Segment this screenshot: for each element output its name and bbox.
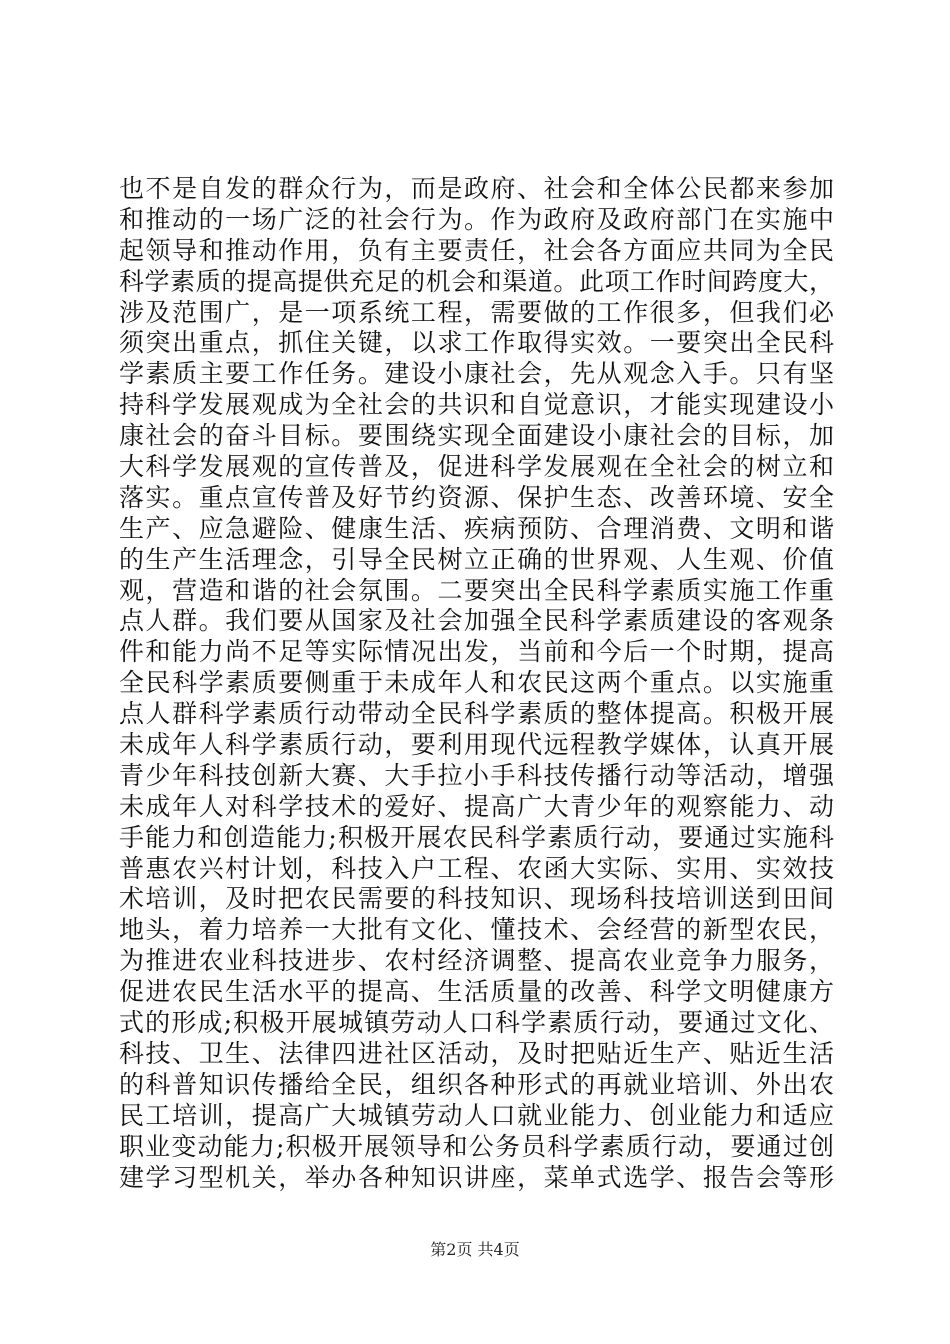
- text-line: 普惠农兴村计划，科技入户工程、农函大实际、实用、实效技: [119, 853, 834, 883]
- text-line: 未成年人科学素质行动，要利用现代远程教学媒体，认真开展: [119, 730, 834, 760]
- text-line: 青少年科技创新大赛、大手拉小手科技传播行动等活动，增强: [119, 760, 834, 790]
- text-line: 康社会的奋斗目标。要围绕实现全面建设小康社会的目标，加: [119, 421, 834, 451]
- text-line: 点人群科学素质行动带动全民科学素质的整体提高。积极开展: [119, 699, 834, 729]
- body-paragraph: [119, 174, 834, 1193]
- text-line: 科技、卫生、法律四进社区活动，及时把贴近生产、贴近生活: [119, 1038, 834, 1068]
- text-line: 须突出重点，抓住关键，以求工作取得实效。一要突出全民科: [119, 328, 834, 358]
- text-line: 全民科学素质要侧重于未成年人和农民这两个重点。以实施重: [119, 668, 834, 698]
- text-line: 术培训，及时把农民需要的科技知识、现场科技培训送到田间: [119, 884, 834, 914]
- text-line: 学素质主要工作任务。建设小康社会，先从观念入手。只有坚: [119, 359, 834, 389]
- text-line: 地头，着力培养一大批有文化、懂技术、会经营的新型农民，: [119, 915, 834, 945]
- text-line: 的科普知识传播给全民，组织各种形式的再就业培训、外出农: [119, 1069, 834, 1099]
- text-line: 件和能力尚不足等实际情况出发，当前和今后一个时期，提高: [119, 637, 834, 667]
- text-line: 观，营造和谐的社会氛围。二要突出全民科学素质实施工作重: [119, 575, 834, 605]
- text-line: 涉及范围广，是一项系统工程，需要做的工作很多，但我们必: [119, 297, 834, 327]
- text-line: 的生产生活理念，引导全民树立正确的世界观、人生观、价值: [119, 544, 834, 574]
- page-number-footer: 第2页 共4页: [430, 1240, 520, 1259]
- text-line: 为推进农业科技进步、农村经济调整、提高农业竞争力服务，: [119, 946, 834, 976]
- text-line: 民工培训，提高广大城镇劳动人口就业能力、创业能力和适应: [119, 1100, 834, 1130]
- text-line: 生产、应急避险、健康生活、疾病预防、合理消费、文明和谐: [119, 513, 834, 543]
- text-line: 促进农民生活水平的提高、生活质量的改善、科学文明健康方: [119, 977, 834, 1007]
- text-line: 职业变动能力;积极开展领导和公务员科学素质行动，要通过创: [119, 1131, 834, 1161]
- text-line: 落实。重点宣传普及好节约资源、保护生态、改善环境、安全: [119, 482, 834, 512]
- text-line: 未成年人对科学技术的爱好、提高广大青少年的观察能力、动: [119, 791, 834, 821]
- text-line: 点人群。我们要从国家及社会加强全民科学素质建设的客观条: [119, 606, 834, 636]
- text-line: 也不是自发的群众行为，而是政府、社会和全体公民都来参加: [119, 174, 834, 203]
- text-line: 建学习型机关，举办各种知识讲座，菜单式选学、报告会等形: [119, 1162, 834, 1192]
- text-line: 式的形成;积极开展城镇劳动人口科学素质行动，要通过文化、: [119, 1008, 834, 1038]
- text-line: 科学素质的提高提供充足的机会和渠道。此项工作时间跨度大，: [119, 266, 834, 296]
- text-line: 持科学发展观成为全社会的共识和自觉意识，才能实现建设小: [119, 390, 834, 420]
- text-line: 和推动的一场广泛的社会行为。作为政府及政府部门在实施中: [119, 204, 834, 234]
- text-line: 起领导和推动作用，负有主要责任，社会各方面应共同为全民: [119, 235, 834, 265]
- text-line: 大科学发展观的宣传普及，促进科学发展观在全社会的树立和: [119, 452, 834, 482]
- text-line: 手能力和创造能力;积极开展农民科学素质行动，要通过实施科: [119, 822, 834, 852]
